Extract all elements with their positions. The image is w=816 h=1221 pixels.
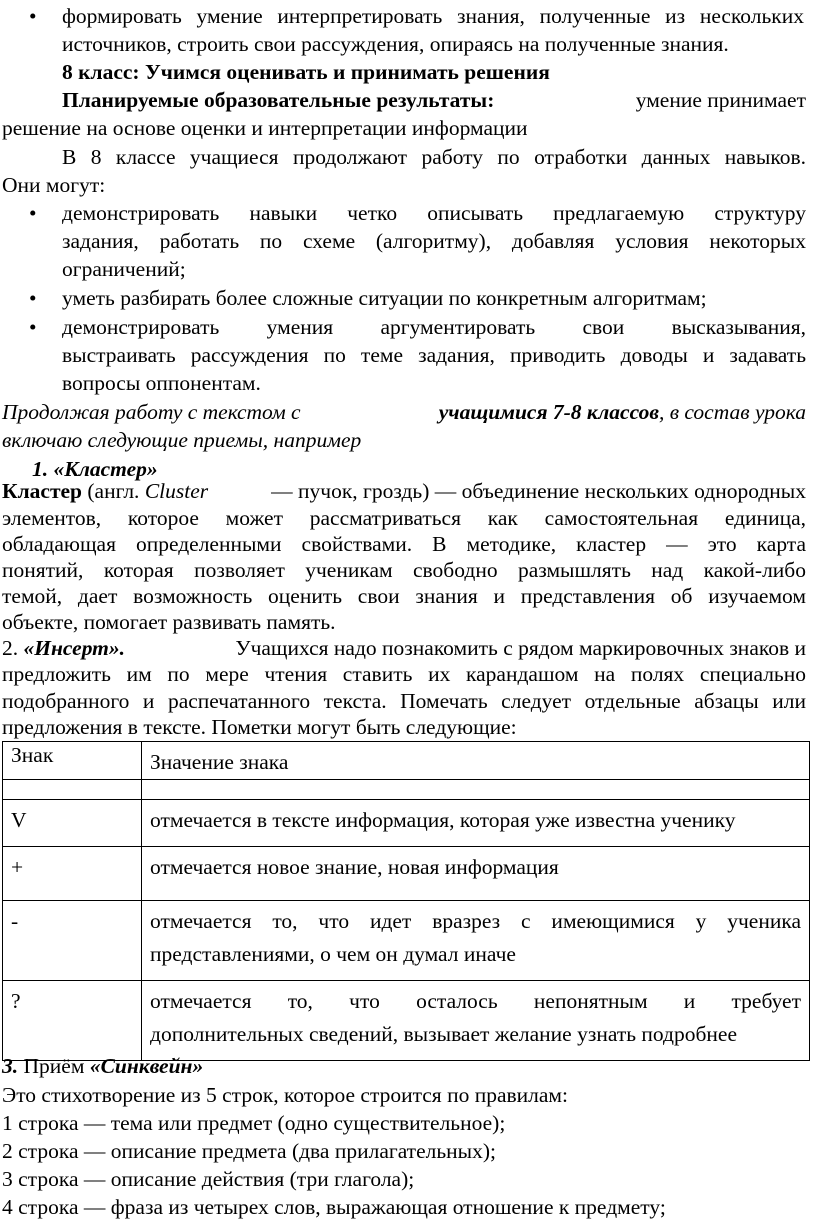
list-item-line: вопросы оппонентам. bbox=[62, 371, 261, 395]
cluster-definition-line bbox=[2, 477, 806, 505]
table-header-cell: Значение знака bbox=[142, 742, 810, 780]
paragraph-line: источников, строить свои рассуждения, опираясь на полученные знания. bbox=[62, 32, 729, 56]
definition-text: (англ. bbox=[82, 479, 145, 503]
table-row bbox=[3, 847, 810, 901]
paragraph-line: темой, дает возможность оценить свои знания и представления об изучаемом bbox=[2, 584, 806, 608]
rule-line: 3 строка — описание действия (три глагола); bbox=[2, 1167, 415, 1191]
technique-name: «Инсерт». bbox=[23, 636, 126, 660]
rule-line: 1 строка — тема или предмет (одно существительное); bbox=[2, 1111, 506, 1135]
sign-cell: V bbox=[3, 800, 142, 847]
rule-line: 4 строка — фраза из четырех слов, выражающая отношение к предмету; bbox=[2, 1195, 666, 1219]
sign-cell: - bbox=[3, 901, 142, 981]
technique-number: 3. bbox=[2, 1054, 19, 1078]
paragraph-line: решение на основе оценки и интерпретации информации bbox=[2, 116, 528, 140]
list-item-line: уметь разбирать более сложные ситуации по конкретным алгоритмам; bbox=[62, 286, 707, 310]
table-spacer-row bbox=[3, 780, 810, 800]
definition-text: — пучок, гроздь) — объединение нескольких однородных bbox=[271, 479, 806, 503]
continue-text: Продолжая работу с текстом с bbox=[2, 400, 301, 424]
list-item-line: выстраивать рассуждения по теме задания, приводить доводы и задавать bbox=[62, 343, 806, 367]
list-item-line: демонстрировать навыки четко описывать предлагаемую структуру bbox=[62, 201, 806, 225]
meaning-line: представлениями, о чем он думал иначе bbox=[150, 942, 516, 966]
results-label: Планируемые образовательные результаты: bbox=[62, 88, 495, 112]
meaning-line: отмечается то, что идет вразрез с имеющимися у ученика bbox=[150, 909, 801, 933]
bullet-marker: • bbox=[29, 4, 37, 28]
bullet-marker: • bbox=[29, 286, 37, 310]
cluster-term: Кластер bbox=[2, 479, 83, 503]
insert-text: Учащихся надо познакомить с рядом маркировочных знаков и bbox=[235, 636, 806, 660]
section-heading: 8 класс: Учимся оценивать и принимать решения bbox=[62, 60, 550, 84]
paragraph-line: обладающая определенными свойствами. В методике, кластер — это карта bbox=[2, 532, 806, 556]
bullet-marker: • bbox=[29, 201, 37, 225]
meaning-cell bbox=[142, 901, 810, 981]
list-item-line: ограничений; bbox=[62, 257, 186, 281]
definition-italic: Cluster bbox=[144, 479, 209, 503]
continue-line bbox=[2, 398, 806, 426]
table-row bbox=[3, 901, 810, 981]
continue-text: , в состав урока bbox=[658, 400, 806, 424]
paragraph-line: элементов, которое может рассматриваться как самостоятельная единица, bbox=[2, 506, 806, 530]
paragraph-line: подобранного и распечатанного текста. Помечать следует отдельные абзацы или bbox=[2, 689, 806, 713]
list-item-line: задания, работать по схеме (алгоритму), добавляя условия некоторых bbox=[62, 229, 806, 253]
sign-cell: ? bbox=[3, 981, 142, 1061]
bullet-marker: • bbox=[29, 315, 37, 339]
table-header-row bbox=[3, 742, 810, 780]
meaning-cell bbox=[142, 981, 810, 1061]
sinkwine-heading bbox=[2, 1052, 816, 1080]
list-item-line: демонстрировать умения аргументировать свои высказывания, bbox=[62, 315, 806, 339]
rule-line: 2 строка — описание предмета (два прилагательных); bbox=[2, 1139, 496, 1163]
paragraph-line: В 8 классе учащиеся продолжают работу по отработки данных навыков. bbox=[62, 145, 806, 169]
paragraph-line: объекте, помогает развивать память. bbox=[2, 610, 336, 634]
meaning-cell: отмечается в тексте информация, которая уже известна ученику bbox=[142, 800, 810, 847]
results-text: умение принимает bbox=[635, 88, 806, 112]
table-row bbox=[3, 800, 810, 847]
table-header-cell: Знак bbox=[3, 742, 142, 780]
paragraph-line: понятий, которая позволяет ученикам свободно размышлять над какой-либо bbox=[2, 558, 806, 582]
technique-heading: 1. «Кластер» bbox=[32, 457, 158, 481]
technique-name: «Синквейн» bbox=[89, 1054, 204, 1078]
paragraph-line: включаю следующие приемы, например bbox=[2, 428, 362, 452]
meaning-line: отмечается то, что осталось непонятным и требует bbox=[150, 989, 801, 1013]
paragraph-line: предложения в тексте. Пометки могут быть следующие: bbox=[2, 715, 517, 739]
technique-label: Приём bbox=[18, 1054, 90, 1078]
meaning-cell: отмечается новое знание, новая информация bbox=[142, 847, 810, 901]
results-line bbox=[62, 86, 806, 114]
table-row bbox=[3, 981, 810, 1061]
paragraph-line: Это стихотворение из 5 строк, которое строится по правилам: bbox=[2, 1083, 569, 1107]
insert-line bbox=[2, 634, 806, 662]
technique-number: 2. bbox=[2, 636, 24, 660]
continue-bold: учащимися 7-8 классов bbox=[438, 400, 659, 424]
paragraph-line: формировать умение интерпретировать знания, полученные из нескольких bbox=[62, 4, 804, 28]
paragraph-line: предложить им по мере чтения ставить их карандашом на полях специально bbox=[2, 662, 806, 686]
meaning-line: дополнительных сведений, вызывает желание узнать подробнее bbox=[150, 1022, 738, 1046]
paragraph-line: Они могут: bbox=[2, 173, 106, 197]
sign-cell: + bbox=[3, 847, 142, 901]
signs-table bbox=[2, 741, 810, 1061]
